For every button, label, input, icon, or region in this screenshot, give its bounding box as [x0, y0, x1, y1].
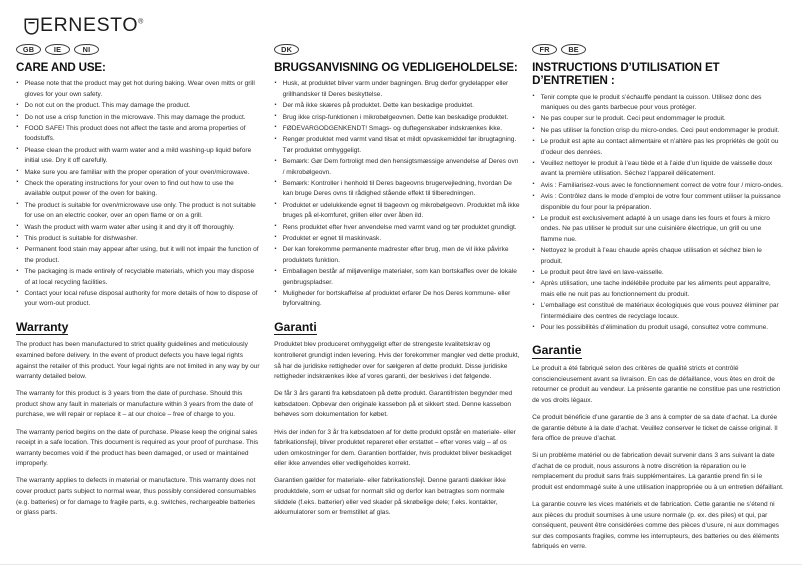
list-item: ▪ The product is suitable for oven/microwave use only. The product is not suitable for use on an electric cooker, over an open flame or on a grill.	[16, 201, 260, 222]
paragraph: Ce produit bénéficie d’une garantie de 3 ans à compter de sa date d’achat. La durée de garantie débute à la date d’achat. Veuillez conserver le ticket de caisse original. Il fera office de preuve d’achat.	[532, 413, 778, 443]
list-item: ▪ Do not use a crisp function in the microwave. This may damage the product.	[16, 113, 260, 123]
list-item: ▪ Please note that the product may get hot during baking. Wear oven mitts or grill gloves for your own safety.	[16, 79, 260, 100]
care-use-list-dk	[274, 79, 520, 309]
list-item: ▪ Husk, at produktet bliver varm under bagningen. Brug derfor grydelapper eller grillhandsker til Deres beskyttelse.	[274, 79, 520, 100]
list-item: ▪ Le produit peut être lavé en lave-vaisselle.	[532, 268, 784, 278]
paragraph: Hvis der inden for 3 år fra købsdatoen af for dette produkt opstår en materiale- eller fabrikationsfejl, bliver produktet repareret eller erstattet – efter vores valg – af os uden omkostninger for dem. Garantien bortfalder, hvis produktet bliver beskadiget eller ikke anvendes eller vedligeholdes korrekt.	[274, 428, 516, 468]
list-item: ▪ The packaging is made entirely of recyclable materials, which you may dispose of at local recycling facilities.	[16, 267, 260, 288]
list-item: ▪ Bemærk: Gør Dem fortroligt med den hensigtsmæssige anvendelse af Deres ovn / mikrobølgeovn.	[274, 157, 520, 178]
paragraph: Le produit a été fabriqué selon des critères de qualité stricts et contrôlé consciencieusement avant sa livraison. En cas de défaillance, vous êtes en droit de retourner ce produit au vendeur. La présente garantie ne constitue pas une restriction de vos droits légaux.	[532, 365, 781, 404]
section-title-gb: CARE AND USE:	[16, 61, 106, 74]
section-title-dk: BRUGSANVISNING OG VEDLIGEHOLDELSE:	[274, 61, 518, 74]
list-item: ▪ Avis : Contrôlez dans le mode d’emploi de votre four comment utiliser la puissance disponible du four pour la préparation.	[532, 192, 784, 213]
country-badges-gb	[16, 43, 260, 56]
warranty-title-fr: Garantie	[532, 343, 582, 358]
paragraph: La garantie couvre les vices matériels et de fabrication. Cette garantie ne s’étend ni aux pièces du produit soumises à une usure normale (p. ex. des piles) et qui, par conséquent, peuvent être considérées comme des pièces d’usure, ni aux dommages sur des composants fragiles, comme les interrupteurs, des batteries ou des éléments fabriqués en verre.	[532, 501, 780, 551]
country-badges-fr	[532, 43, 784, 56]
warranty-title-dk: Garanti	[274, 319, 317, 334]
list-item: ▪ Produktet er egnet til maskinvask.	[274, 234, 520, 244]
country-badge: FR	[532, 44, 557, 56]
list-item: ▪ Rengør produktet med varmt vand tilsat et mildt opvaskemiddel før ibrugtagning. Tør produktet omhyggeligt.	[274, 135, 520, 156]
care-use-list-fr	[532, 93, 784, 334]
brand-logo	[24, 15, 260, 37]
country-badge: GB	[16, 44, 41, 56]
list-item: ▪ Ne pas utiliser la fonction crisp du micro-ondes. Ceci peut endommager le produit.	[532, 126, 784, 136]
list-item: ▪ Produktet er udelukkende egnet til bageovn og mikrobølgeovn. Produktet må ikke bruges på el-komfuret, grillen eller over åben ild.	[274, 201, 520, 222]
paragraph: The warranty for this product is 3 years from the date of purchase. Should this product show any fault in materials or manufacture within 3 years from the date of purchase, we will repair or replace it – at our choice – free of charge to you.	[16, 390, 253, 419]
list-item: ▪ Avis : Familiarisez-vous avec le fonctionnement correct de votre four / micro-ondes.	[532, 181, 784, 191]
list-item: ▪ Permanent food stain may appear after using, but it will not impair the function of the product.	[16, 245, 260, 266]
warranty-body-fr	[532, 364, 784, 553]
language-column-gb	[8, 13, 270, 564]
list-item: ▪ Veuillez nettoyer le produit à l’eau tiède et à l’aide d’un liquide de vaisselle doux avant la première utilisation. Séchez l’appareil délicatement.	[532, 159, 784, 180]
brand-name: ERNESTO®	[40, 14, 144, 37]
list-item: ▪ Der kan forekomme permanente madrester efter brug, men de vil ikke påvirke produktets funktion.	[274, 245, 520, 266]
country-badges-dk	[274, 43, 520, 56]
paragraph: De får 3 års garanti fra købsdatoen på dette produkt. Garantifristen begynder med købsdatoen. Opbevar den originale kassebon på et sikkert sted. Denne kassebon behøves som dokumentation for købet.	[274, 390, 513, 419]
list-item: ▪ Bemærk: Kontroller i henhold til Deres bageovns brugervejledning, hvordan De kan bruge Deres ovns til rådighed stående effekt til tilberedningen.	[274, 179, 520, 200]
list-item: ▪ Do not cut on the product. This may damage the product.	[16, 101, 260, 111]
list-item: ▪ Le produit est apte au contact alimentaire et n’altère pas les propriétés de goût ou d’odeur des denrées.	[532, 137, 784, 158]
paragraph: Produktet blev produceret omhyggeligt efter de strengeste kvalitetskrav og kontrolleret grundigt inden levering. Hvis der forekommer mangler ved dette produkt, så har de juridiske rettigheder over for sælgeren af dette produkt. Disse juridiske rettigheder indskrænkes ikke af vores garanti, der beskrives i det følgende.	[274, 341, 520, 381]
list-item: ▪ Check the operating instructions for your oven to find out how to use the available output power of the oven for baking.	[16, 179, 260, 200]
list-item: ▪ Tenir compte que le produit s’échauffe pendant la cuisson. Utilisez donc des maniques ou des gants barbecue pour vous protéger.	[532, 93, 784, 114]
registered-mark: ®	[138, 18, 144, 26]
list-item: ▪ Emballagen består af miljøvenlige materialer, som kan bortskaffes over de lokale genbrugspladser.	[274, 267, 520, 288]
paragraph: Garantien gælder for materiale- eller fabrikationsfejl. Denne garanti dækker ikke produktdele, som er udsat for normalt slid og derfor kan betragtes som normale sliddele (f.eks. batterier) eller ved skader på skrøbelige dele; f.eks. kontakter, akkumulatorer som er fremstillet af glas.	[274, 477, 506, 517]
list-item: ▪ Der må ikke skæres på produktet. Dette kan beskadige produktet.	[274, 101, 520, 111]
paragraph: The warranty period begins on the date of purchase. Please keep the original sales receipt in a safe location. This document is required as your proof of purchase. This warranty becomes void if the product has been damaged, or used or maintained improperly.	[16, 428, 259, 468]
list-item: ▪ Rens produktet efter hver anvendelse med varmt vand og tør produktet grundigt.	[274, 223, 520, 233]
list-item: ▪ FØDEVARGODGENKENDT! Smags- og duftegenskaber indskrænkes ikke.	[274, 124, 520, 134]
warranty-body-dk	[274, 340, 520, 518]
paragraph: The product has been manufactured to strict quality guidelines and meticulously examined before delivery. In the event of product defects you have legal rights against the retailer of this product. Your legal rights are not limited in any way by our warranty detailed below.	[16, 341, 260, 381]
paragraph: Si un problème matériel ou de fabrication devait survenir dans 3 ans suivant la date d’achat de ce produit, nous assurons à notre discrétion la réparation ou le remplacement du produit sans frais supplémentaires. La garantie prend fin si le produit est endommagé suite à une utilisation inappropriée ou à un entretien défaillant.	[532, 452, 784, 492]
warranty-title-gb: Warranty	[16, 319, 69, 334]
section-title-fr: INSTRUCTIONS D’UTILISATION ET D’ENTRETIEN :	[532, 61, 720, 88]
list-item: ▪ Contact your local refuse disposal authority for more details of how to dispose of your worn-out product.	[16, 289, 260, 310]
list-item: ▪ Make sure you are familiar with the proper operation of your oven/microwave.	[16, 168, 260, 178]
country-badge: DK	[274, 44, 299, 56]
language-column-fr	[530, 13, 794, 564]
language-column-dk	[270, 13, 530, 564]
list-item: ▪ Le produit est exclusivement adapté à un usage dans les fours et fours à micro ondes. Ne pas utiliser le produit sur une cuisinière électrique, un grill ou une flamme nue.	[532, 214, 784, 245]
list-item: ▪ Nettoyez le produit à l’eau chaude après chaque utilisation et séchez bien le produit.	[532, 246, 784, 267]
list-item: ▪ Après utilisation, une tache indélébile produite par les aliments peut apparaître, mais elle ne nuit pas au fonctionnement du produit.	[532, 279, 784, 300]
list-item: ▪ Brug ikke crisp-funktionen i mikrobølgeovnen. Dette kan beskadige produktet.	[274, 113, 520, 123]
country-badge: BE	[561, 44, 586, 56]
care-use-list-gb	[16, 79, 260, 309]
list-item: ▪ This product is suitable for dishwasher.	[16, 234, 260, 244]
list-item: ▪ Pour les possibilités d’élimination du produit usagé, consultez votre commune.	[532, 323, 784, 333]
list-item: ▪ Ne pas couper sur le produit. Ceci peut endommager le produit.	[532, 114, 784, 124]
country-badge: IE	[45, 44, 70, 56]
list-item: ▪ L’emballage est constitué de matériaux écologiques que vous pouvez éliminer par l’intermédiaire des centres de recyclage locaux.	[532, 301, 784, 322]
country-badge: NI	[74, 44, 99, 56]
warranty-body-gb	[16, 340, 260, 518]
list-item: ▪ Please clean the product with warm water and a mild washing-up liquid before initial use. Dry it off carefully.	[16, 146, 260, 167]
list-item: ▪ FOOD SAFE! This product does not affect the taste and aroma properties of foodstuffs.	[16, 124, 260, 145]
shield-icon	[24, 18, 39, 35]
list-item: ▪ Muligheder for bortskaffelse af produktet erfarer De hos Deres kommune- eller byforvaltning.	[274, 289, 520, 310]
paragraph: The warranty applies to defects in material or manufacture. This warranty does not cover product parts subject to normal wear, thus possibly considered consumables (e.g. batteries) or for damage to fragile parts, e.g. switches, rechargeable batteries or glass parts.	[16, 477, 256, 517]
list-item: ▪ Wash the product with warm water after using it and dry it off thoroughly.	[16, 223, 260, 233]
